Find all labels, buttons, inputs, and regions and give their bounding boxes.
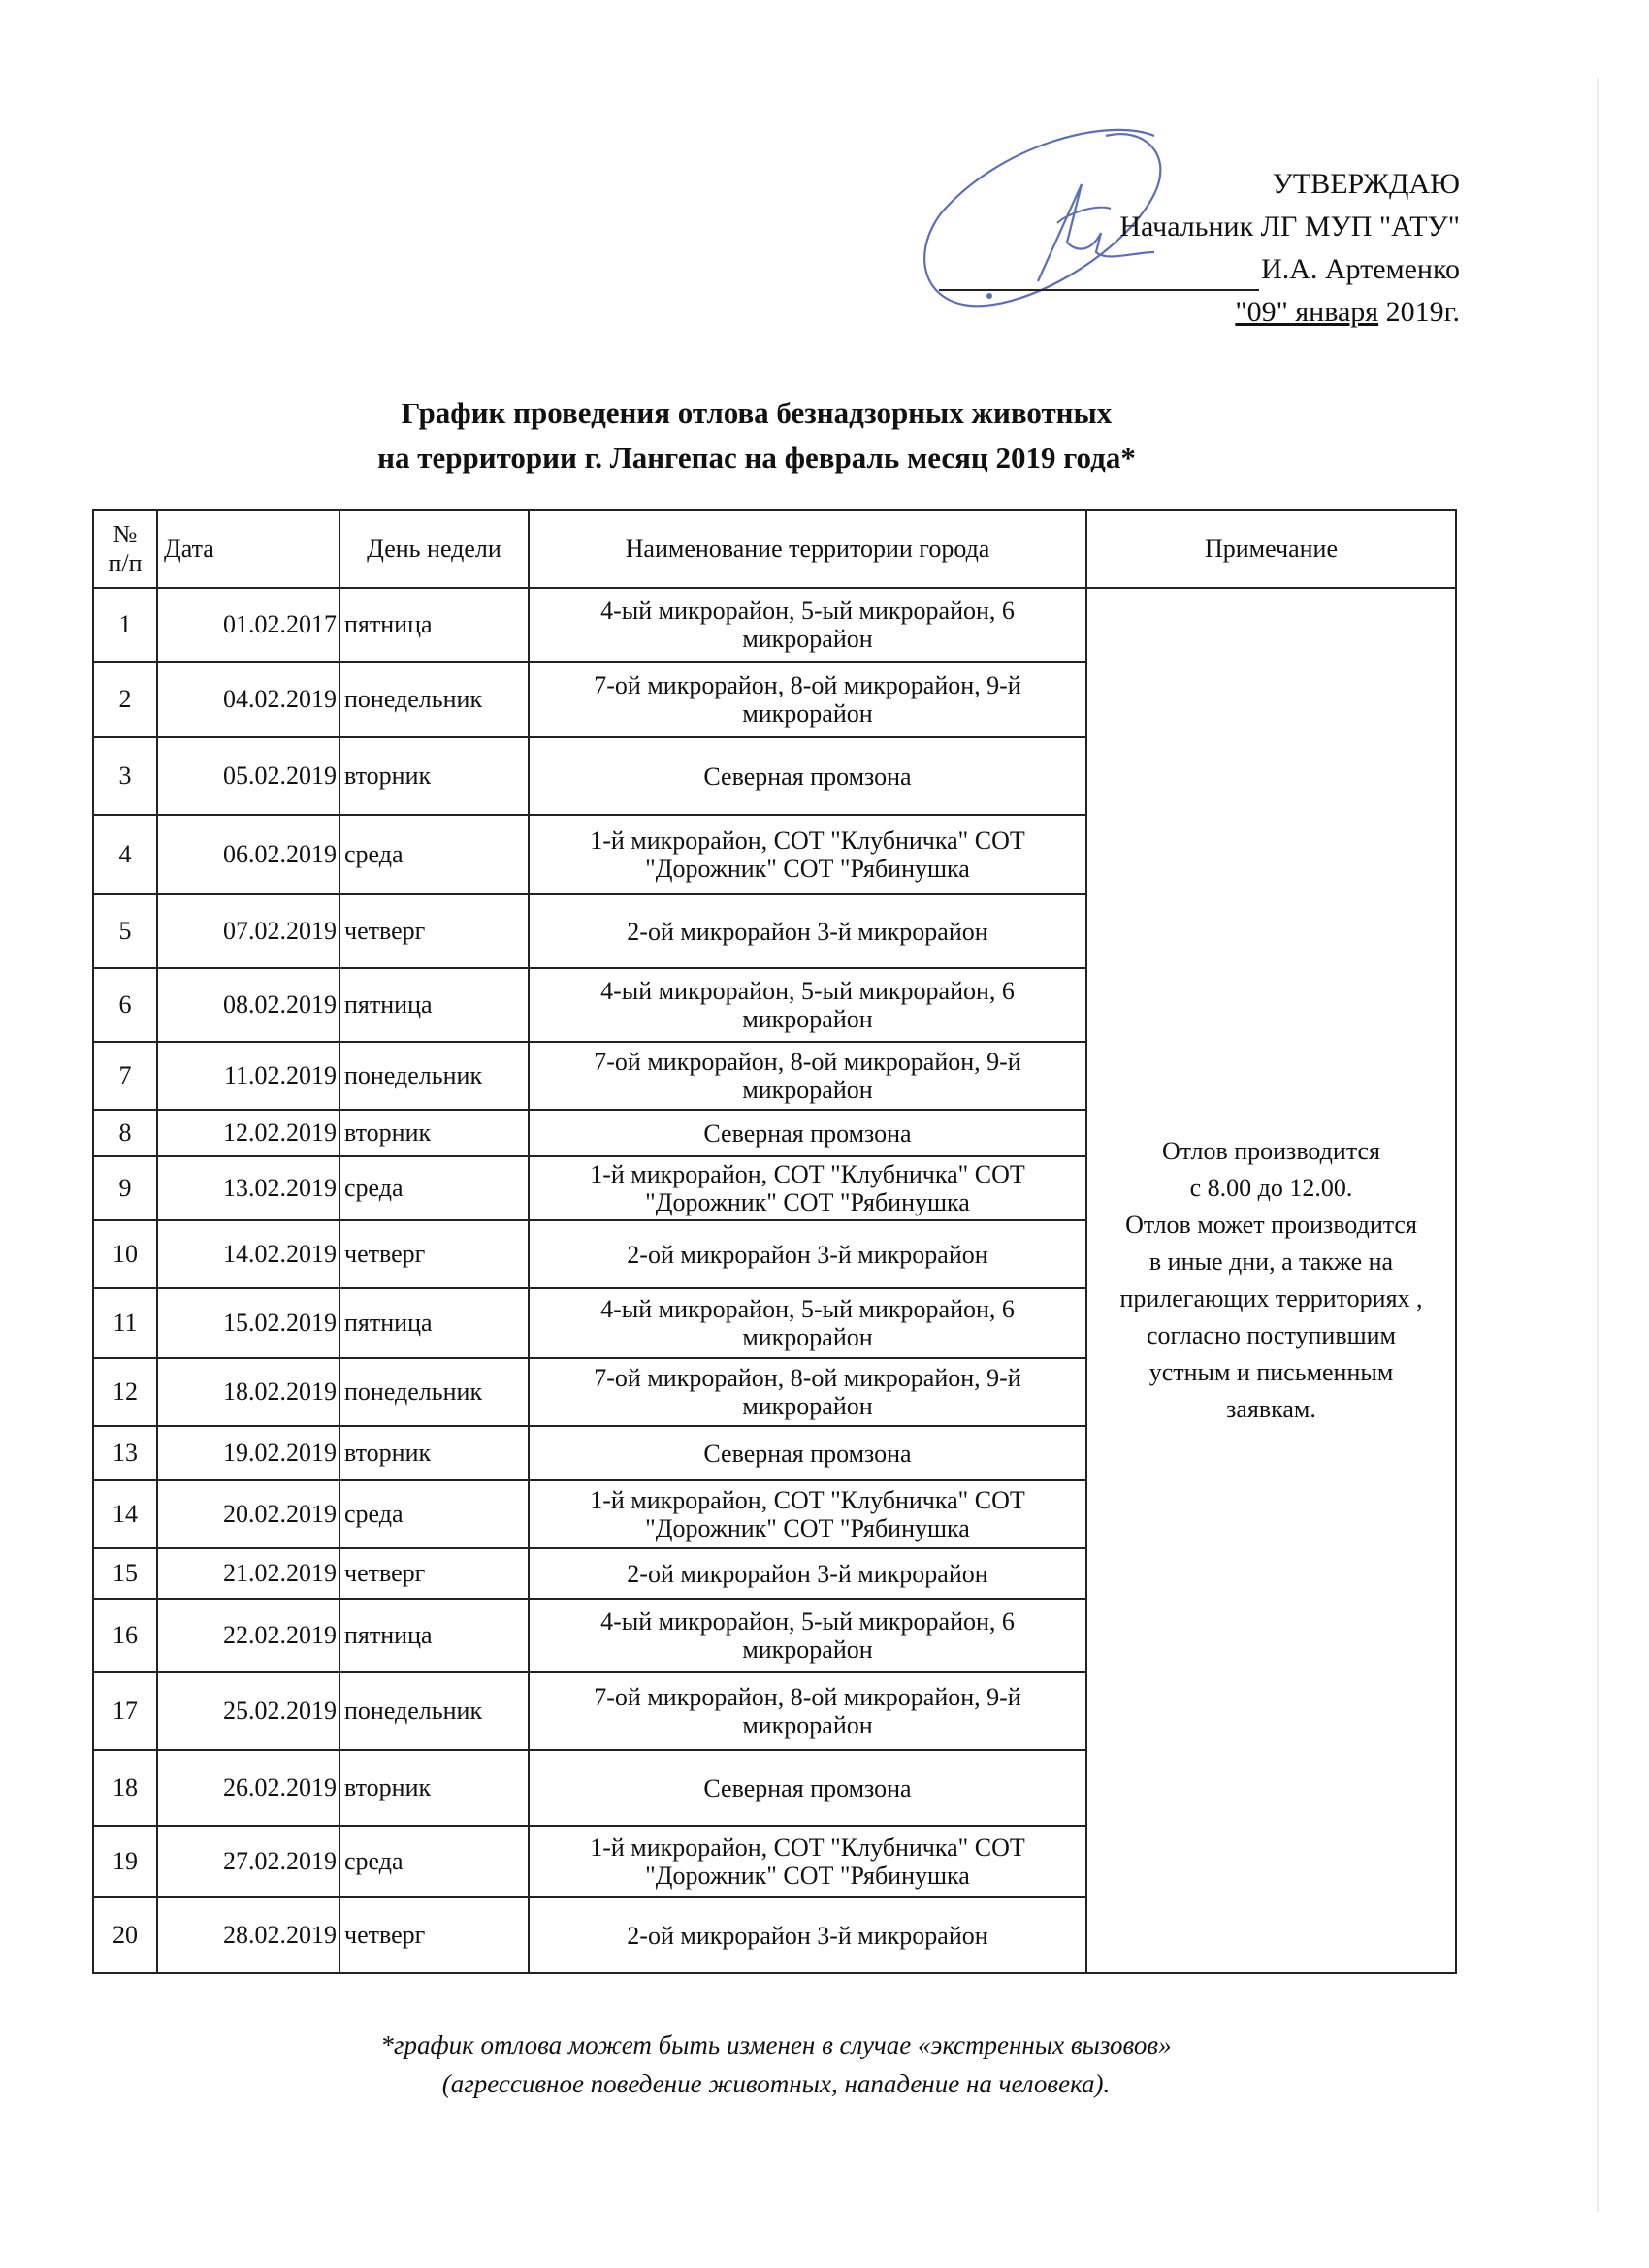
note-line: с 8.00 до 12.00. bbox=[1189, 1174, 1353, 1202]
row-number: 4 bbox=[93, 815, 157, 894]
signature-underline bbox=[939, 260, 1259, 291]
row-date: 13.02.2019 bbox=[157, 1156, 340, 1220]
note-line: устным и письменным bbox=[1148, 1358, 1394, 1386]
row-number: 13 bbox=[93, 1426, 157, 1480]
row-number: 2 bbox=[93, 662, 157, 737]
row-date: 08.02.2019 bbox=[157, 968, 340, 1042]
note-line: Отлов производится bbox=[1161, 1137, 1380, 1165]
row-day-of-week: четверг bbox=[340, 1897, 529, 1973]
document-title-line-1: График проведения отлова безнадзорных животных bbox=[401, 396, 1113, 430]
table-header-row bbox=[93, 510, 1456, 588]
row-date: 21.02.2019 bbox=[157, 1548, 340, 1599]
row-day-of-week: пятница bbox=[340, 968, 529, 1042]
note-line: прилегающих территориях , bbox=[1119, 1284, 1423, 1312]
note-line: в иные дни, а также на bbox=[1148, 1247, 1394, 1276]
row-territory: 4-ый микрорайон, 5-ый микрорайон, 6 микрорайон bbox=[529, 968, 1086, 1042]
row-day-of-week: понедельник bbox=[340, 1042, 529, 1110]
scan-edge-line bbox=[1597, 78, 1599, 2212]
row-date: 25.02.2019 bbox=[157, 1672, 340, 1750]
row-day-of-week: вторник bbox=[340, 1426, 529, 1480]
header-num: № п/п bbox=[93, 510, 157, 588]
note-line: согласно поступившим bbox=[1147, 1321, 1396, 1349]
row-day-of-week: понедельник bbox=[340, 1358, 529, 1426]
row-territory: 1-й микрорайон, СОТ "Клубничка" СОТ "Дорожник" СОТ "Рябинушка bbox=[529, 815, 1086, 894]
footnote-line-1: *график отлова может быть изменен в случае «экстренных вызовов» bbox=[380, 2030, 1172, 2059]
row-number: 11 bbox=[93, 1288, 157, 1358]
row-number: 9 bbox=[93, 1156, 157, 1220]
row-territory: Северная промзона bbox=[529, 737, 1086, 815]
note-line: Отлов может производится bbox=[1125, 1211, 1417, 1239]
note-cell bbox=[1086, 588, 1456, 1973]
row-date: 18.02.2019 bbox=[157, 1358, 340, 1426]
row-territory: 1-й микрорайон, СОТ "Клубничка" СОТ "Дорожник" СОТ "Рябинушка bbox=[529, 1156, 1086, 1220]
row-number: 19 bbox=[93, 1826, 157, 1897]
document-title bbox=[0, 391, 1513, 480]
row-date: 22.02.2019 bbox=[157, 1599, 340, 1672]
row-number: 12 bbox=[93, 1358, 157, 1426]
row-day-of-week: среда bbox=[340, 1826, 529, 1897]
row-number: 3 bbox=[93, 737, 157, 815]
row-number: 8 bbox=[93, 1110, 157, 1156]
row-day-of-week: пятница bbox=[340, 588, 529, 662]
row-date: 07.02.2019 bbox=[157, 894, 340, 968]
row-number: 7 bbox=[93, 1042, 157, 1110]
row-territory: Северная промзона bbox=[529, 1426, 1086, 1480]
row-territory: 7-ой микрорайон, 8-ой микрорайон, 9-й микрорайон bbox=[529, 1042, 1086, 1110]
header-day: День недели bbox=[340, 510, 529, 588]
row-day-of-week: понедельник bbox=[340, 1672, 529, 1750]
row-day-of-week: пятница bbox=[340, 1288, 529, 1358]
row-number: 1 bbox=[93, 588, 157, 662]
row-day-of-week: четверг bbox=[340, 894, 529, 968]
row-day-of-week: четверг bbox=[340, 1220, 529, 1288]
row-territory: Северная промзона bbox=[529, 1110, 1086, 1156]
row-day-of-week: пятница bbox=[340, 1599, 529, 1672]
row-territory: 7-ой микрорайон, 8-ой микрорайон, 9-й микрорайон bbox=[529, 1358, 1086, 1426]
footnote bbox=[0, 2025, 1552, 2103]
row-day-of-week: среда bbox=[340, 1480, 529, 1548]
row-date: 01.02.2017 bbox=[157, 588, 340, 662]
row-territory: Северная промзона bbox=[529, 1750, 1086, 1826]
row-date: 15.02.2019 bbox=[157, 1288, 340, 1358]
row-date: 12.02.2019 bbox=[157, 1110, 340, 1156]
approval-name: И.А. Артеменко bbox=[1261, 253, 1460, 285]
approval-block bbox=[939, 163, 1460, 334]
row-number: 6 bbox=[93, 968, 157, 1042]
row-territory: 1-й микрорайон, СОТ "Клубничка" СОТ "Дорожник" СОТ "Рябинушка bbox=[529, 1480, 1086, 1548]
row-territory: 4-ый микрорайон, 5-ый микрорайон, 6 микрорайон bbox=[529, 588, 1086, 662]
row-date: 04.02.2019 bbox=[157, 662, 340, 737]
schedule-table bbox=[92, 509, 1457, 1974]
row-territory: 7-ой микрорайон, 8-ой микрорайон, 9-й микрорайон bbox=[529, 1672, 1086, 1750]
row-day-of-week: понедельник bbox=[340, 662, 529, 737]
row-number: 16 bbox=[93, 1599, 157, 1672]
approval-date bbox=[939, 291, 1460, 334]
row-day-of-week: среда bbox=[340, 815, 529, 894]
row-number: 15 bbox=[93, 1548, 157, 1599]
row-date: 05.02.2019 bbox=[157, 737, 340, 815]
row-number: 18 bbox=[93, 1750, 157, 1826]
note-line: заявкам. bbox=[1226, 1395, 1316, 1423]
row-territory: 4-ый микрорайон, 5-ый микрорайон, 6 микрорайон bbox=[529, 1288, 1086, 1358]
row-territory: 2-ой микрорайон 3-й микрорайон bbox=[529, 1220, 1086, 1288]
table-row bbox=[93, 588, 1456, 662]
row-territory: 2-ой микрорайон 3-й микрорайон bbox=[529, 1548, 1086, 1599]
row-number: 10 bbox=[93, 1220, 157, 1288]
row-date: 14.02.2019 bbox=[157, 1220, 340, 1288]
footnote-line-2: (агрессивное поведение животных, нападение на человека). bbox=[441, 2069, 1111, 2098]
row-date: 19.02.2019 bbox=[157, 1426, 340, 1480]
row-day-of-week: вторник bbox=[340, 1750, 529, 1826]
row-day-of-week: вторник bbox=[340, 1110, 529, 1156]
row-date: 28.02.2019 bbox=[157, 1897, 340, 1973]
row-date: 20.02.2019 bbox=[157, 1480, 340, 1548]
row-date: 27.02.2019 bbox=[157, 1826, 340, 1897]
row-date: 26.02.2019 bbox=[157, 1750, 340, 1826]
row-number: 20 bbox=[93, 1897, 157, 1973]
approval-signature-line bbox=[939, 248, 1460, 291]
header-date: Дата bbox=[157, 510, 340, 588]
row-territory: 1-й микрорайон, СОТ "Клубничка" СОТ "Дорожник" СОТ "Рябинушка bbox=[529, 1826, 1086, 1897]
header-area: Наименование территории города bbox=[529, 510, 1086, 588]
row-number: 5 bbox=[93, 894, 157, 968]
schedule-body bbox=[93, 588, 1456, 1973]
approval-date-year: 2019г. bbox=[1378, 296, 1460, 328]
approval-date-day-month: "09" января bbox=[1235, 296, 1379, 328]
header-note: Примечание bbox=[1086, 510, 1456, 588]
row-day-of-week: среда bbox=[340, 1156, 529, 1220]
row-date: 06.02.2019 bbox=[157, 815, 340, 894]
approval-heading: УТВЕРЖДАЮ bbox=[1272, 168, 1460, 200]
approval-position: Начальник ЛГ МУП "АТУ" bbox=[1119, 211, 1460, 243]
row-day-of-week: четверг bbox=[340, 1548, 529, 1599]
row-date: 11.02.2019 bbox=[157, 1042, 340, 1110]
row-territory: 7-ой микрорайон, 8-ой микрорайон, 9-й микрорайон bbox=[529, 662, 1086, 737]
row-number: 17 bbox=[93, 1672, 157, 1750]
row-number: 14 bbox=[93, 1480, 157, 1548]
row-territory: 4-ый микрорайон, 5-ый микрорайон, 6 микрорайон bbox=[529, 1599, 1086, 1672]
row-territory: 2-ой микрорайон 3-й микрорайон bbox=[529, 1897, 1086, 1973]
row-day-of-week: вторник bbox=[340, 737, 529, 815]
row-territory: 2-ой микрорайон 3-й микрорайон bbox=[529, 894, 1086, 968]
document-title-line-2: на территории г. Лангепас на февраль месяц 2019 года* bbox=[377, 440, 1136, 474]
